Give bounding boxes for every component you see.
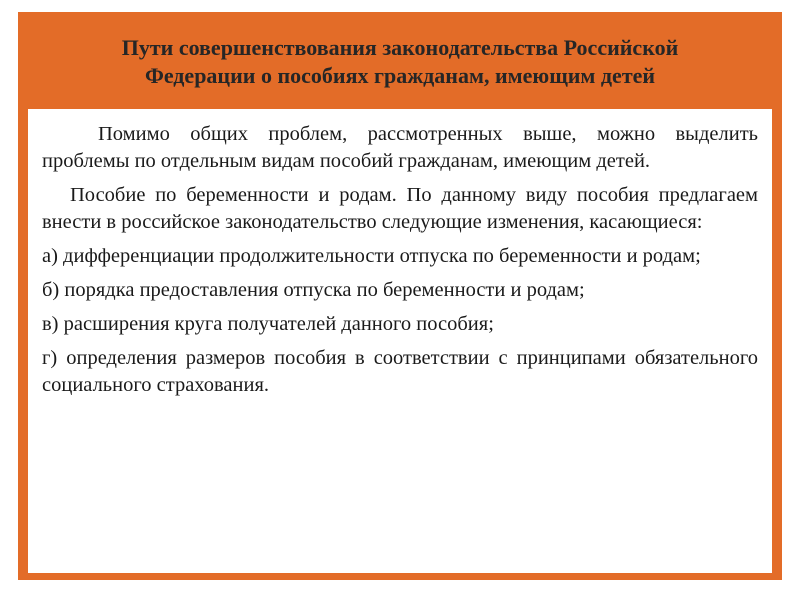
paragraph-maternity-benefit: Пособие по беременности и родам. По данному виду пособия предлагаем внести в российское законодательство следующие изменения, касающиеся: <box>42 184 758 233</box>
slide-frame <box>18 12 782 580</box>
list-item-a: а) дифференциации продолжительности отпуска по беременности и родам; <box>42 245 701 267</box>
slide-title <box>18 34 782 90</box>
paragraph-intro: Помимо общих проблем, рассмотренных выше, можно выделить проблемы по отдельным видам пособий гражданам, имеющим детей. <box>42 123 758 172</box>
list-item-d: г) определения размеров пособия в соответствии с принципами обязательного социального страхования. <box>42 347 758 396</box>
slide-title-line-2: Федерации о пособиях гражданам, имеющим детей <box>144 63 656 88</box>
list-item-c: в) расширения круга получателей данного пособия; <box>42 313 494 335</box>
slide-content <box>28 109 772 573</box>
slide-title-line-1: Пути совершенствования законодательства Российской <box>121 35 679 60</box>
list-item-b: б) порядка предоставления отпуска по беременности и родам; <box>42 279 585 301</box>
